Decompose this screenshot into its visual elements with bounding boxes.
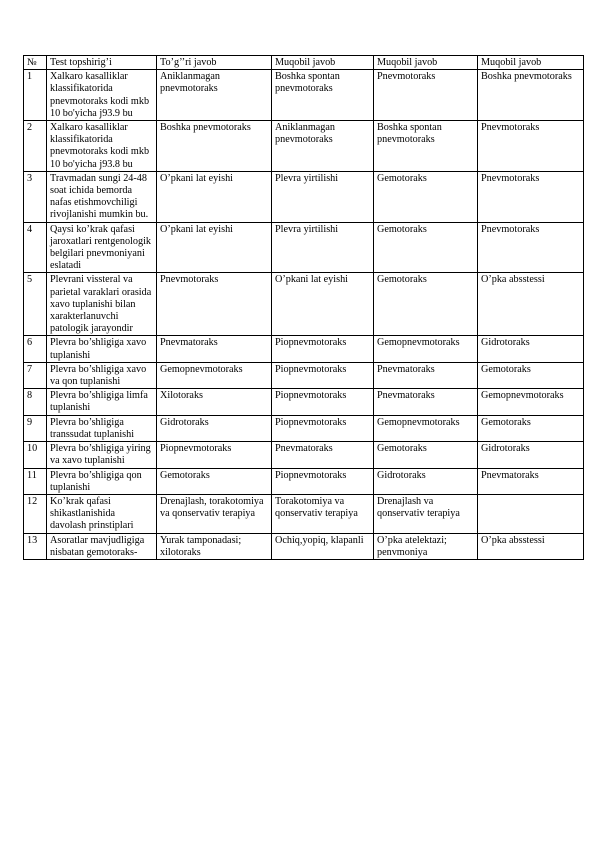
table-row <box>24 362 584 388</box>
correct-answer-cell: Drenajlash, torakotomiya va qonservativ terapiya <box>157 494 272 533</box>
alternative-cell: O’pka atelektazi; penvmoniya <box>374 533 478 559</box>
question-cell: Travmadan sungi 24-48 soat ichida bemorda nafas etishmovchiligi rivojlanishi mumkin bu. <box>47 171 157 222</box>
correct-answer-cell: O’pkani lat eyishi <box>157 222 272 273</box>
alternative-cell: Torakotomiya va qonservativ terapiya <box>272 494 374 533</box>
row-number: 13 <box>24 533 47 559</box>
row-number: 1 <box>24 70 47 121</box>
row-number: 4 <box>24 222 47 273</box>
alternative-cell: Gemotoraks <box>374 171 478 222</box>
alternative-cell: Gidrotoraks <box>374 468 478 494</box>
alternative-cell: Ochiq,yopiq, klapanli <box>272 533 374 559</box>
header-correct-answer: To’g’’ri javob <box>157 56 272 70</box>
alternative-cell: Boshka pnevmotoraks <box>478 70 584 121</box>
alternative-cell: Pnevmatoraks <box>374 362 478 388</box>
header-question: Test topshirig’i <box>47 56 157 70</box>
question-cell: Xalkaro kasalliklar klassifikatorida pnevmotoraks kodi mkb 10 bo'yicha j93.8 bu <box>47 121 157 172</box>
alternative-cell: Gemotoraks <box>374 273 478 336</box>
question-cell: Plevra bo’shligiga xavo va qon tuplanishi <box>47 362 157 388</box>
row-number: 11 <box>24 468 47 494</box>
alternative-cell: O’pka absstessi <box>478 533 584 559</box>
header-alternative-3: Muqobil javob <box>478 56 584 70</box>
correct-answer-cell: Yurak tamponadasi; xilotoraks <box>157 533 272 559</box>
correct-answer-cell: Aniklanmagan pnevmotoraks <box>157 70 272 121</box>
question-cell: Plevra bo’shligiga transsudat tuplanishi <box>47 415 157 441</box>
alternative-cell: O’pkani lat eyishi <box>272 273 374 336</box>
question-cell: Qaysi ko’krak qafasi jaroxatlari rentgenologik belgilari pnevmoniyani eslatadi <box>47 222 157 273</box>
alternative-cell: Gemopnevmotoraks <box>478 389 584 415</box>
question-cell: Plevra bo’shligiga limfa tuplanishi <box>47 389 157 415</box>
question-cell: Asoratlar mavjudligiga nisbatan gemotoraks- <box>47 533 157 559</box>
header-number: № <box>24 56 47 70</box>
alternative-cell: O’pka absstessi <box>478 273 584 336</box>
alternative-cell: Piopnevmotoraks <box>272 389 374 415</box>
alternative-cell: Gemotoraks <box>374 442 478 468</box>
alternative-cell: Gemotoraks <box>478 362 584 388</box>
table-row <box>24 415 584 441</box>
alternative-cell: Plevra yirtilishi <box>272 222 374 273</box>
alternative-cell: Pnevmatoraks <box>374 389 478 415</box>
alternative-cell: Pnevmatoraks <box>272 442 374 468</box>
alternative-cell: Pnevmotoraks <box>374 70 478 121</box>
alternative-cell <box>478 494 584 533</box>
correct-answer-cell: Xilotoraks <box>157 389 272 415</box>
table-row <box>24 70 584 121</box>
alternative-cell: Gemotoraks <box>374 222 478 273</box>
table-row <box>24 494 584 533</box>
table-row <box>24 468 584 494</box>
row-number: 2 <box>24 121 47 172</box>
table-row <box>24 222 584 273</box>
table-row <box>24 442 584 468</box>
alternative-cell: Gidrotoraks <box>478 336 584 362</box>
alternative-cell: Piopnevmotoraks <box>272 415 374 441</box>
row-number: 5 <box>24 273 47 336</box>
row-number: 9 <box>24 415 47 441</box>
correct-answer-cell: Piopnevmotoraks <box>157 442 272 468</box>
table-row <box>24 389 584 415</box>
row-number: 3 <box>24 171 47 222</box>
alternative-cell: Gemotoraks <box>478 415 584 441</box>
question-cell: Plevrani vissteral va parietal varaklari orasida xavo tuplanishi bilan xarakterlanuvchi patologik jarayondir <box>47 273 157 336</box>
table-row <box>24 533 584 559</box>
row-number: 8 <box>24 389 47 415</box>
alternative-cell: Piopnevmotoraks <box>272 362 374 388</box>
alternative-cell: Pnevmotoraks <box>478 222 584 273</box>
alternative-cell: Pnevmatoraks <box>478 468 584 494</box>
correct-answer-cell: Boshka pnevmotoraks <box>157 121 272 172</box>
alternative-cell: Boshka spontan pnevmotoraks <box>272 70 374 121</box>
table-row <box>24 121 584 172</box>
question-cell: Plevra bo’shligiga yiring va xavo tuplanishi <box>47 442 157 468</box>
correct-answer-cell: Gemopnevmotoraks <box>157 362 272 388</box>
question-cell: Xalkaro kasalliklar klassifikatorida pnevmotoraks kodi mkb 10 bo'yicha j93.9 bu <box>47 70 157 121</box>
alternative-cell: Drenajlash va qonservativ terapiya <box>374 494 478 533</box>
question-cell: Ko’krak qafasi shikastlanishida davolash prinstiplari <box>47 494 157 533</box>
correct-answer-cell: Pnevmatoraks <box>157 336 272 362</box>
table-row <box>24 336 584 362</box>
header-alternative-2: Muqobil javob <box>374 56 478 70</box>
row-number: 7 <box>24 362 47 388</box>
alternative-cell: Aniklanmagan pnevmotoraks <box>272 121 374 172</box>
alternative-cell: Piopnevmotoraks <box>272 468 374 494</box>
alternative-cell: Gemopnevmotoraks <box>374 415 478 441</box>
table-header <box>24 56 584 70</box>
question-cell: Plevra bo’shligiga qon tuplanishi <box>47 468 157 494</box>
row-number: 6 <box>24 336 47 362</box>
row-number: 12 <box>24 494 47 533</box>
alternative-cell: Plevra yirtilishi <box>272 171 374 222</box>
table-row <box>24 273 584 336</box>
alternative-cell: Pnevmotoraks <box>478 171 584 222</box>
question-cell: Plevra bo’shligiga xavo tuplanishi <box>47 336 157 362</box>
correct-answer-cell: Gidrotoraks <box>157 415 272 441</box>
alternative-cell: Gemopnevmotoraks <box>374 336 478 362</box>
correct-answer-cell: O’pkani lat eyishi <box>157 171 272 222</box>
table-row <box>24 171 584 222</box>
alternative-cell: Gidrotoraks <box>478 442 584 468</box>
correct-answer-cell: Pnevmotoraks <box>157 273 272 336</box>
test-table <box>23 55 584 560</box>
alternative-cell: Piopnevmotoraks <box>272 336 374 362</box>
row-number: 10 <box>24 442 47 468</box>
table-body <box>24 70 584 560</box>
header-row <box>24 56 584 70</box>
header-alternative-1: Muqobil javob <box>272 56 374 70</box>
alternative-cell: Pnevmotoraks <box>478 121 584 172</box>
alternative-cell: Boshka spontan pnevmotoraks <box>374 121 478 172</box>
correct-answer-cell: Gemotoraks <box>157 468 272 494</box>
